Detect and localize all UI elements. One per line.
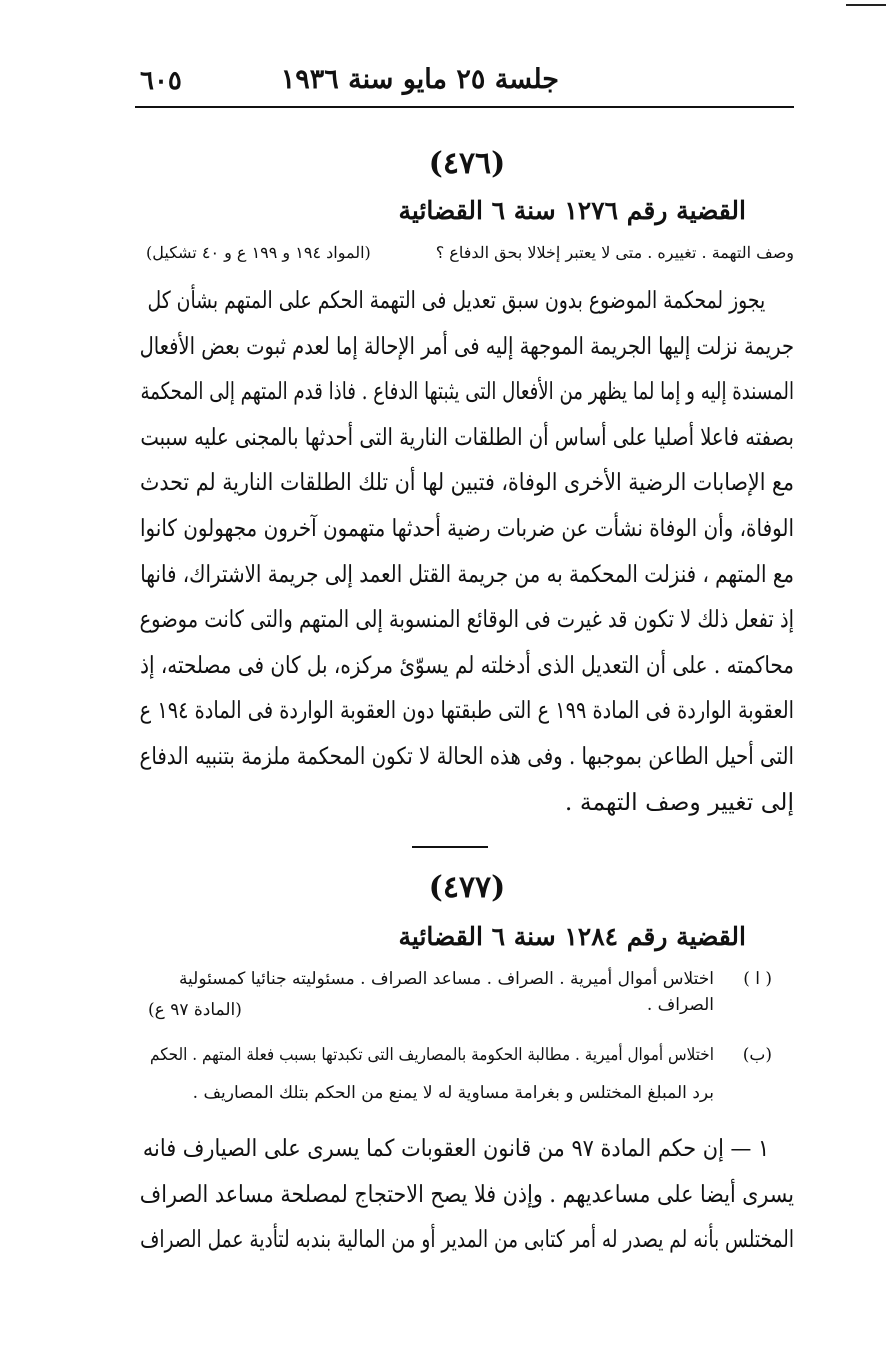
body-line: ١ — إن حكم المادة ٩٧ من قانون العقوبات كما يسرى على الصيارف فانه (142, 1134, 770, 1162)
corner-mark (846, 4, 886, 6)
body-line: يسرى أيضا على مساعديهم . وإذن فلا يصح الاحتجاج لمصلحة مساعد الصراف (139, 1179, 795, 1208)
header-rule (135, 106, 794, 108)
case-body (140, 278, 794, 825)
body-line: محاكمته . على أن التعديل الذى أدخلته لم يسوّئ مركزه، بل كان فى مصلحته، إذ (140, 650, 794, 679)
page-header (140, 62, 794, 102)
item-line: اختلاس أموال أميرية . مطالبة الحكومة بالمصاريف التى تكبدتها بسبب فعلة المتهم . الحكم (150, 1045, 715, 1065)
case-number: (٤٧٦) (428, 146, 506, 181)
body-line: مع الإصابات الرضية الأخرى الوفاة، فتبين لها أن تلك الطلقات النارية لم تحدث (139, 468, 794, 497)
body-line: التى أحيل الطاعن بموجبها . وفى هذه الحالة لا تكون المحكمة ملزمة بتنبيه الدفاع (139, 741, 794, 770)
body-line: مع المتهم ، فنزلت المحكمة به من جريمة القتل العمد إلى جريمة الاشتراك، فانها (140, 559, 794, 588)
body-line: جريمة نزلت إليها الجريمة الموجهة إليه فى أمر الإحالة إما لعدم ثبوت بعض الأفعال (139, 331, 795, 360)
body-line: الوفاة، وأن الوفاة نشأت عن ضربات رضية أحدثها متهمون آخرون مجهولون كانوا (139, 513, 794, 542)
item-marker: ( ا ) (743, 969, 772, 989)
item-marker: (ب) (742, 1045, 772, 1065)
body-line: بصفته فاعلا أصليا على أساس أن الطلقات النارية التى أحدثها بالمجنى عليه سببت (140, 422, 794, 451)
body-line: المسندة إليه و إما لما يظهر من الأفعال التى يثبتها الدفاع . فاذا قدم المتهم إلى المحكمة (140, 377, 795, 406)
section-divider (412, 846, 488, 848)
body-line: إذ تفعل ذلك لا تكون قد غيرت فى الوقائع المنسوبة إلى المتهم والتى كانت موضوع (139, 605, 794, 634)
case-articles: (المواد ١٩٤ و ١٩٩ ع و ٤٠ تشكيل) (146, 243, 371, 262)
item-line: اختلاس أموال أميرية . الصراف . مساعد الصراف . مسئوليته جنائيا كمسئولية (178, 969, 714, 989)
page-number: ٦٠٥ (140, 66, 182, 96)
case-body (140, 1126, 794, 1263)
running-title: جلسة ٢٥ مايو سنة ١٩٣٦ (280, 64, 559, 95)
body-line: المختلس بأنه لم يصدر له أمر كتابى من المدير أو من المالية بندبه لتأدية عمل الصراف (140, 1225, 795, 1254)
item-article: (المادة ٩٧ ع) (148, 1000, 242, 1020)
case-reference: القضية رقم ١٢٧٦ سنة ٦ القضائية (398, 196, 746, 225)
item-line: الصراف . (646, 995, 714, 1015)
case-reference: القضية رقم ١٢٨٤ سنة ٦ القضائية (398, 922, 746, 951)
body-line: إلى تغيير وصف التهمة . (564, 787, 794, 816)
case-subject: وصف التهمة . تغييره . متى لا يعتبر إخلالا بحق الدفاع ؟ (435, 243, 794, 262)
case-subject-row (140, 243, 794, 273)
case-number: (٤٧٧) (428, 870, 506, 905)
body-line: العقوبة الواردة فى المادة ١٩٩ ع التى طبقتها دون العقوبة الواردة فى المادة ١٩٤ ع (139, 696, 794, 725)
item-line: برد المبلغ المختلس و بغرامة مساوية له لا يمنع من الحكم بتلك المصاريف . (192, 1083, 714, 1103)
body-line: يجوز لمحكمة الموضوع بدون سبق تعديل فى التهمة الحكم على المتهم بشأن كل (147, 286, 766, 314)
